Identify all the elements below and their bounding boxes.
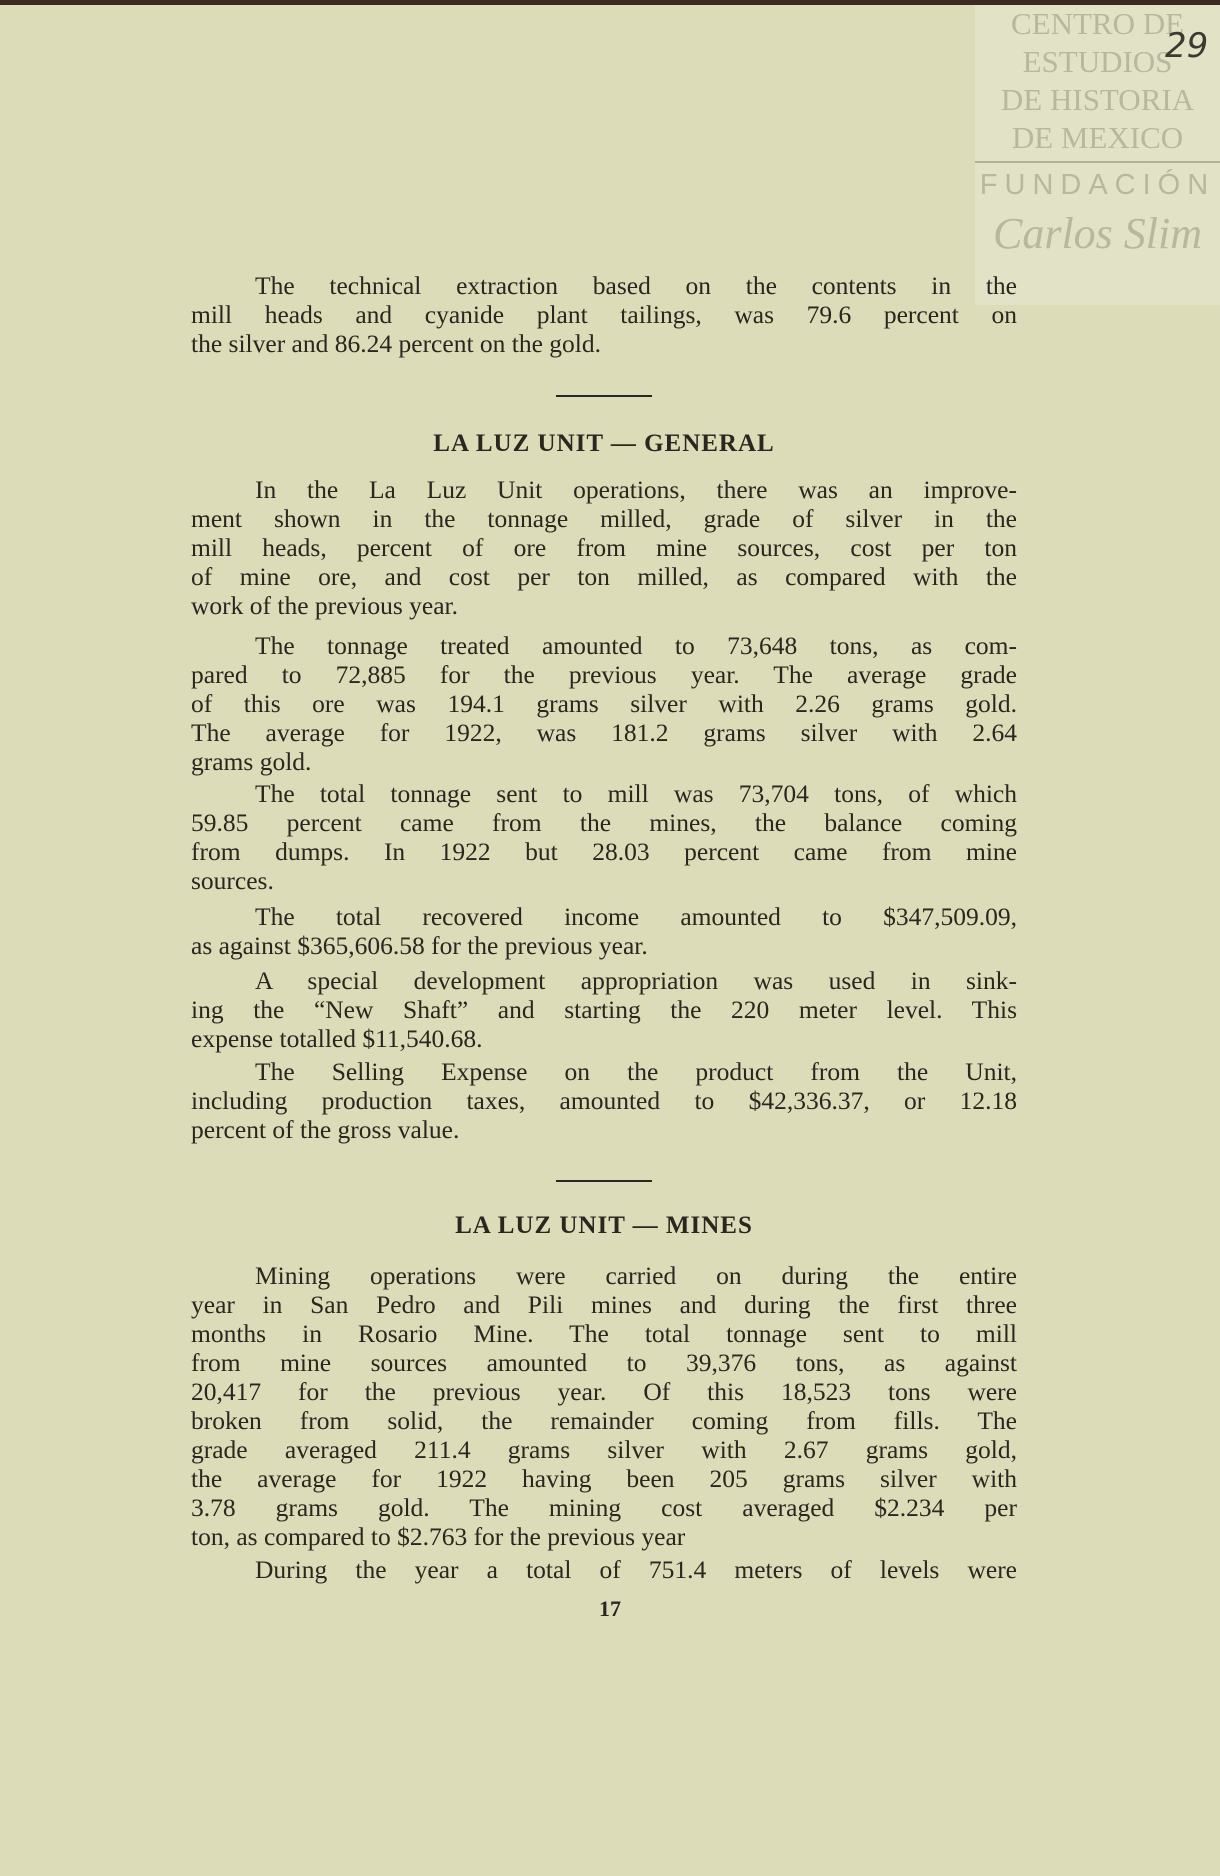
- section-rule: [556, 395, 652, 397]
- text-line: work of the previous year.: [191, 591, 458, 620]
- text-line: from dumps. In 1922 but 28.03 percent came from mine: [191, 837, 1017, 866]
- paragraph: [191, 1057, 1017, 1144]
- text-line: year in San Pedro and Pili mines and during the first three: [191, 1290, 1017, 1319]
- text-line: ton, as compared to $2.763 for the previous year: [191, 1522, 686, 1551]
- text-line: the average for 1922 having been 205 grams silver with: [191, 1464, 1017, 1493]
- watermark-signature: Carlos Slim: [992, 209, 1203, 258]
- text-line: The technical extraction based on the contents in the: [255, 271, 1017, 300]
- text-line: mill heads, percent of ore from mine sources, cost per ton: [191, 533, 1017, 562]
- text-line: months in Rosario Mine. The total tonnage sent to mill: [191, 1319, 1017, 1348]
- watermark-divider: [975, 161, 1220, 163]
- text-line: of this ore was 194.1 grams silver with 2.26 grams gold.: [191, 689, 1017, 718]
- text-line: pared to 72,885 for the previous year. The average grade: [191, 660, 1017, 689]
- text-line: 59.85 percent came from the mines, the balance coming: [191, 808, 1017, 837]
- paragraph: [191, 779, 1017, 895]
- paragraph: [191, 1261, 1017, 1551]
- paragraph: [191, 902, 1017, 960]
- text-line: The total tonnage sent to mill was 73,704 tons, of which: [255, 779, 1017, 808]
- text-line: 20,417 for the previous year. Of this 18,523 tons were: [191, 1377, 1017, 1406]
- text-line: percent of the gross value.: [191, 1115, 460, 1144]
- heading-mines: LA LUZ UNIT — MINES: [455, 1212, 753, 1239]
- watermark-line: DE HISTORIA: [1000, 82, 1195, 117]
- page-number: 17: [599, 1596, 621, 1621]
- text-line: grade averaged 211.4 grams silver with 2.67 grams gold,: [191, 1435, 1017, 1464]
- text-line: of mine ore, and cost per ton milled, as compared with the: [191, 562, 1017, 591]
- text-line: as against $365,606.58 for the previous year.: [191, 931, 648, 960]
- text-line: the silver and 86.24 percent on the gold.: [191, 329, 602, 358]
- watermark-line: DE MEXICO: [1011, 120, 1184, 155]
- paragraph-extraction: [191, 271, 1017, 358]
- text-line: In the La Luz Unit operations, there was an improve-: [255, 475, 1017, 504]
- text-line: The total recovered income amounted to $347,509.09,: [255, 902, 1017, 931]
- heading-general: LA LUZ UNIT — GENERAL: [433, 430, 775, 457]
- text-line: The tonnage treated amounted to 73,648 tons, as com-: [255, 631, 1017, 660]
- text-line: During the year a total of 751.4 meters of levels were: [255, 1555, 1017, 1584]
- handwritten-page-number: 29: [1165, 26, 1209, 66]
- text-line: grams gold.: [191, 747, 312, 776]
- text-line: The average for 1922, was 181.2 grams silver with 2.64: [191, 718, 1017, 747]
- watermark-fundacion: FUNDACIÓN: [979, 169, 1216, 201]
- text-line: The Selling Expense on the product from the Unit,: [255, 1057, 1017, 1086]
- text-line: expense totalled $11,540.68.: [191, 1024, 483, 1053]
- text-line: including production taxes, amounted to $42,336.37, or 12.18: [191, 1086, 1017, 1115]
- text-line: Mining operations were carried on during the entire: [255, 1261, 1017, 1290]
- paragraph: [191, 966, 1017, 1053]
- text-line: sources.: [191, 866, 274, 895]
- text-line: broken from solid, the remainder coming from fills. The: [191, 1406, 1017, 1435]
- paragraph: [191, 631, 1017, 776]
- section-rule: [556, 1180, 652, 1182]
- text-line: from mine sources amounted to 39,376 tons, as against: [191, 1348, 1017, 1377]
- paragraph: [191, 1555, 1017, 1584]
- watermark-line: ESTUDIOS: [1022, 44, 1173, 79]
- watermark-line: CENTRO DE: [1010, 6, 1185, 41]
- text-line: ing the “New Shaft” and starting the 220 meter level. This: [191, 995, 1017, 1024]
- paragraph: [191, 475, 1017, 620]
- text-line: mill heads and cyanide plant tailings, was 79.6 percent on: [191, 300, 1017, 329]
- text-line: A special development appropriation was used in sink-: [255, 966, 1017, 995]
- text-line: 3.78 grams gold. The mining cost averaged $2.234 per: [191, 1493, 1017, 1522]
- text-line: ment shown in the tonnage milled, grade of silver in the: [191, 504, 1017, 533]
